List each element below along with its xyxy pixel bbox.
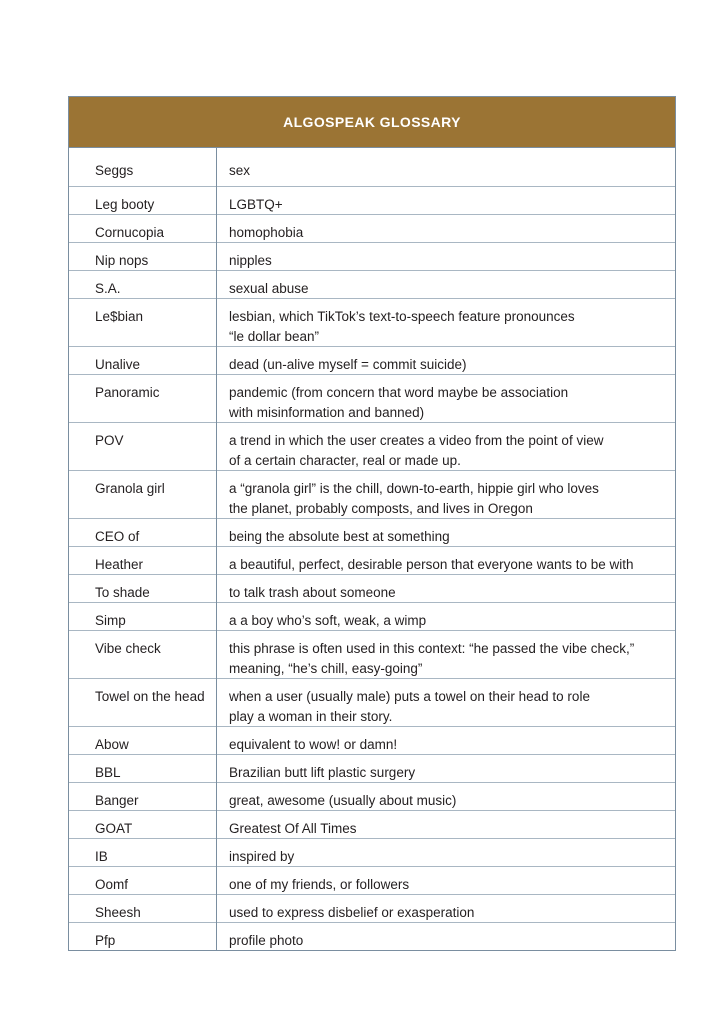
glossary-term: GOAT bbox=[95, 821, 133, 836]
glossary-row bbox=[69, 148, 675, 186]
glossary-term: Granola girl bbox=[95, 481, 165, 496]
glossary-definition: Brazilian butt lift plastic surgery bbox=[229, 765, 416, 780]
glossary-term: Leg booty bbox=[95, 197, 155, 212]
glossary-title: ALGOSPEAK GLOSSARY bbox=[69, 97, 675, 148]
glossary-definition: equivalent to wow! or damn! bbox=[229, 737, 398, 752]
glossary-definition: profile photo bbox=[229, 933, 304, 948]
glossary-row bbox=[69, 726, 675, 754]
glossary-row bbox=[69, 270, 675, 298]
glossary-row bbox=[69, 518, 675, 546]
glossary-row bbox=[69, 754, 675, 782]
glossary-definition: a “granola girl” is the chill, down-to-earth, hippie girl who loves the planet, probably composts, and lives in Oregon bbox=[229, 481, 599, 516]
glossary-term: Oomf bbox=[95, 877, 129, 892]
glossary-definition: a trend in which the user creates a video from the point of view of a certain character, real or made up. bbox=[229, 433, 604, 468]
glossary-definition: homophobia bbox=[229, 225, 304, 240]
glossary-term: Sheesh bbox=[95, 905, 141, 920]
glossary-row bbox=[69, 602, 675, 630]
glossary-definition: when a user (usually male) puts a towel on their head to role play a woman in their story. bbox=[229, 689, 590, 724]
glossary-row bbox=[69, 922, 675, 950]
glossary-definition: Greatest Of All Times bbox=[229, 821, 357, 836]
glossary-row bbox=[69, 782, 675, 810]
glossary-definition: great, awesome (usually about music) bbox=[229, 793, 457, 808]
glossary-rows bbox=[69, 148, 675, 950]
glossary-term: POV bbox=[95, 433, 124, 448]
glossary-row bbox=[69, 894, 675, 922]
glossary-row bbox=[69, 546, 675, 574]
glossary-definition: to talk trash about someone bbox=[229, 585, 396, 600]
glossary-definition: this phrase is often used in this context: “he passed the vibe check,” meaning, “he’s chill, easy-going” bbox=[229, 641, 635, 676]
glossary-row bbox=[69, 298, 675, 346]
glossary-row bbox=[69, 470, 675, 518]
glossary-row bbox=[69, 214, 675, 242]
glossary-definition: one of my friends, or followers bbox=[229, 877, 410, 892]
glossary-row bbox=[69, 186, 675, 214]
glossary-definition: pandemic (from concern that word maybe be association with misinformation and banned) bbox=[229, 385, 569, 420]
glossary-row bbox=[69, 242, 675, 270]
glossary-definition: a a boy who’s soft, weak, a wimp bbox=[229, 613, 427, 628]
glossary-definition: sexual abuse bbox=[229, 281, 309, 296]
glossary-row bbox=[69, 346, 675, 374]
glossary-term: Seggs bbox=[95, 163, 134, 178]
glossary-term: Unalive bbox=[95, 357, 141, 372]
glossary-row bbox=[69, 374, 675, 422]
glossary-term: BBL bbox=[95, 765, 121, 780]
glossary-term: Pfp bbox=[95, 933, 116, 948]
glossary-term: Towel on the head bbox=[95, 689, 205, 704]
glossary-term: Heather bbox=[95, 557, 144, 572]
glossary-row bbox=[69, 422, 675, 470]
glossary-definition: inspired by bbox=[229, 849, 295, 864]
glossary-definition: sex bbox=[229, 163, 251, 178]
glossary-term: IB bbox=[95, 849, 108, 864]
glossary-row bbox=[69, 630, 675, 678]
glossary-table bbox=[68, 96, 676, 951]
glossary-term: Banger bbox=[95, 793, 139, 808]
glossary-definition: nipples bbox=[229, 253, 272, 268]
glossary-term: Panoramic bbox=[95, 385, 160, 400]
glossary-term: S.A. bbox=[95, 281, 121, 296]
glossary-definition: LGBTQ+ bbox=[229, 197, 283, 212]
glossary-definition: a beautiful, perfect, desirable person that everyone wants to be with bbox=[229, 557, 634, 572]
glossary-term: Nip nops bbox=[95, 253, 149, 268]
glossary-term: CEO of bbox=[95, 529, 140, 544]
glossary-term: Simp bbox=[95, 613, 126, 628]
glossary-row bbox=[69, 810, 675, 838]
glossary-row bbox=[69, 838, 675, 866]
glossary-row bbox=[69, 866, 675, 894]
glossary-row bbox=[69, 678, 675, 726]
glossary-term: Vibe check bbox=[95, 641, 161, 656]
glossary-row bbox=[69, 574, 675, 602]
glossary-term: Abow bbox=[95, 737, 129, 752]
glossary-definition: used to express disbelief or exasperation bbox=[229, 905, 475, 920]
glossary-definition: lesbian, which TikTok’s text-to-speech feature pronounces “le dollar bean” bbox=[229, 309, 575, 344]
glossary-term: To shade bbox=[95, 585, 150, 600]
glossary-term: Cornucopia bbox=[95, 225, 165, 240]
glossary-term: Le$bian bbox=[95, 309, 144, 324]
glossary-definition: being the absolute best at something bbox=[229, 529, 450, 544]
glossary-definition: dead (un-alive myself = commit suicide) bbox=[229, 357, 467, 372]
